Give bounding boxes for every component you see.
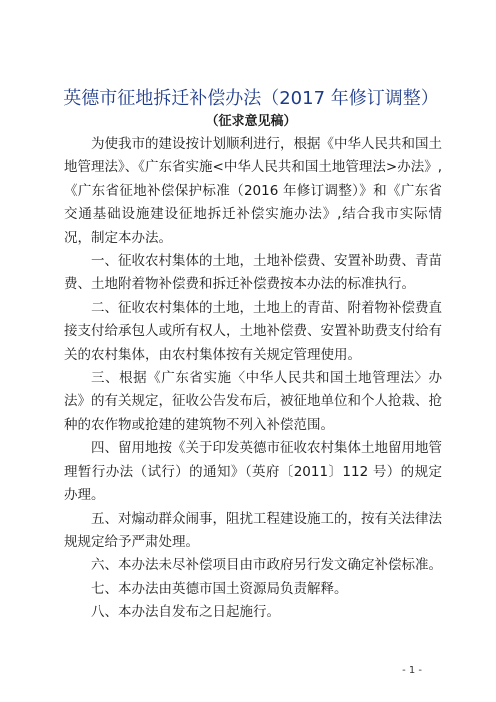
paragraph-article-7: 七、本办法由英德市国土资源局负责解释。 (91, 580, 348, 597)
paragraph-article-2: 二、征收农村集体的土地，土地上的青苗、附着物补偿费直接支付给承包人或所有权人，土地补偿费、安置补助费支付给有关的农村集体，由农村集体按有关规定管理使用。 (64, 299, 442, 363)
paragraph-article-6: 六、本办法未尽补偿项目由市政府另行发文确定补偿标准。 (91, 557, 442, 574)
paragraph-article-4: 四、留用地按《关于印发英德市征收农村集体土地留用地管理暂行办法（试行）的通知》（英府〔2011〕112 号）的规定办理。 (64, 440, 442, 504)
document-title: 英德市征地拆迁补偿办法（2017 年修订调整） (63, 88, 439, 109)
document-subtitle: （征求意见稿） (205, 114, 297, 129)
paragraph-article-8: 八、本办法自发布之日起施行。 (91, 604, 280, 621)
paragraph-article-3: 三、根据《广东省实施〈中华人民共和国土地管理法〉办法》的有关规定，征收公告发布后，被征地单位和个人抢栽、抢种的农作物或抢建的建筑物不列入补偿范围。 (64, 370, 442, 433)
page-number: - 1 - (402, 665, 422, 676)
paragraph-article-5: 五、对煽动群众闹事，阻扰工程建设施工的，按有关法律法规规定给予严肃处理。 (64, 510, 442, 550)
paragraph-article-1: 一、征收农村集体的土地，土地补偿费、安置补助费、青苗费、土地附着物补偿费和拆迁补偿费按本办法的标准执行。 (64, 253, 442, 293)
paragraph-preamble: 为使我市的建设按计划顺利进行，根据《中华人民共和国土地管理法》、《广东省实施<中华人民共和国土地管理法>办法》,《广东省征地补偿保护标准（2016 年修订调整）》和《广东省交通基础设施建设征地拆迁补偿实施办法》,结合我市实际情况，制定本办法。 (64, 136, 442, 246)
document-body (64, 133, 442, 625)
